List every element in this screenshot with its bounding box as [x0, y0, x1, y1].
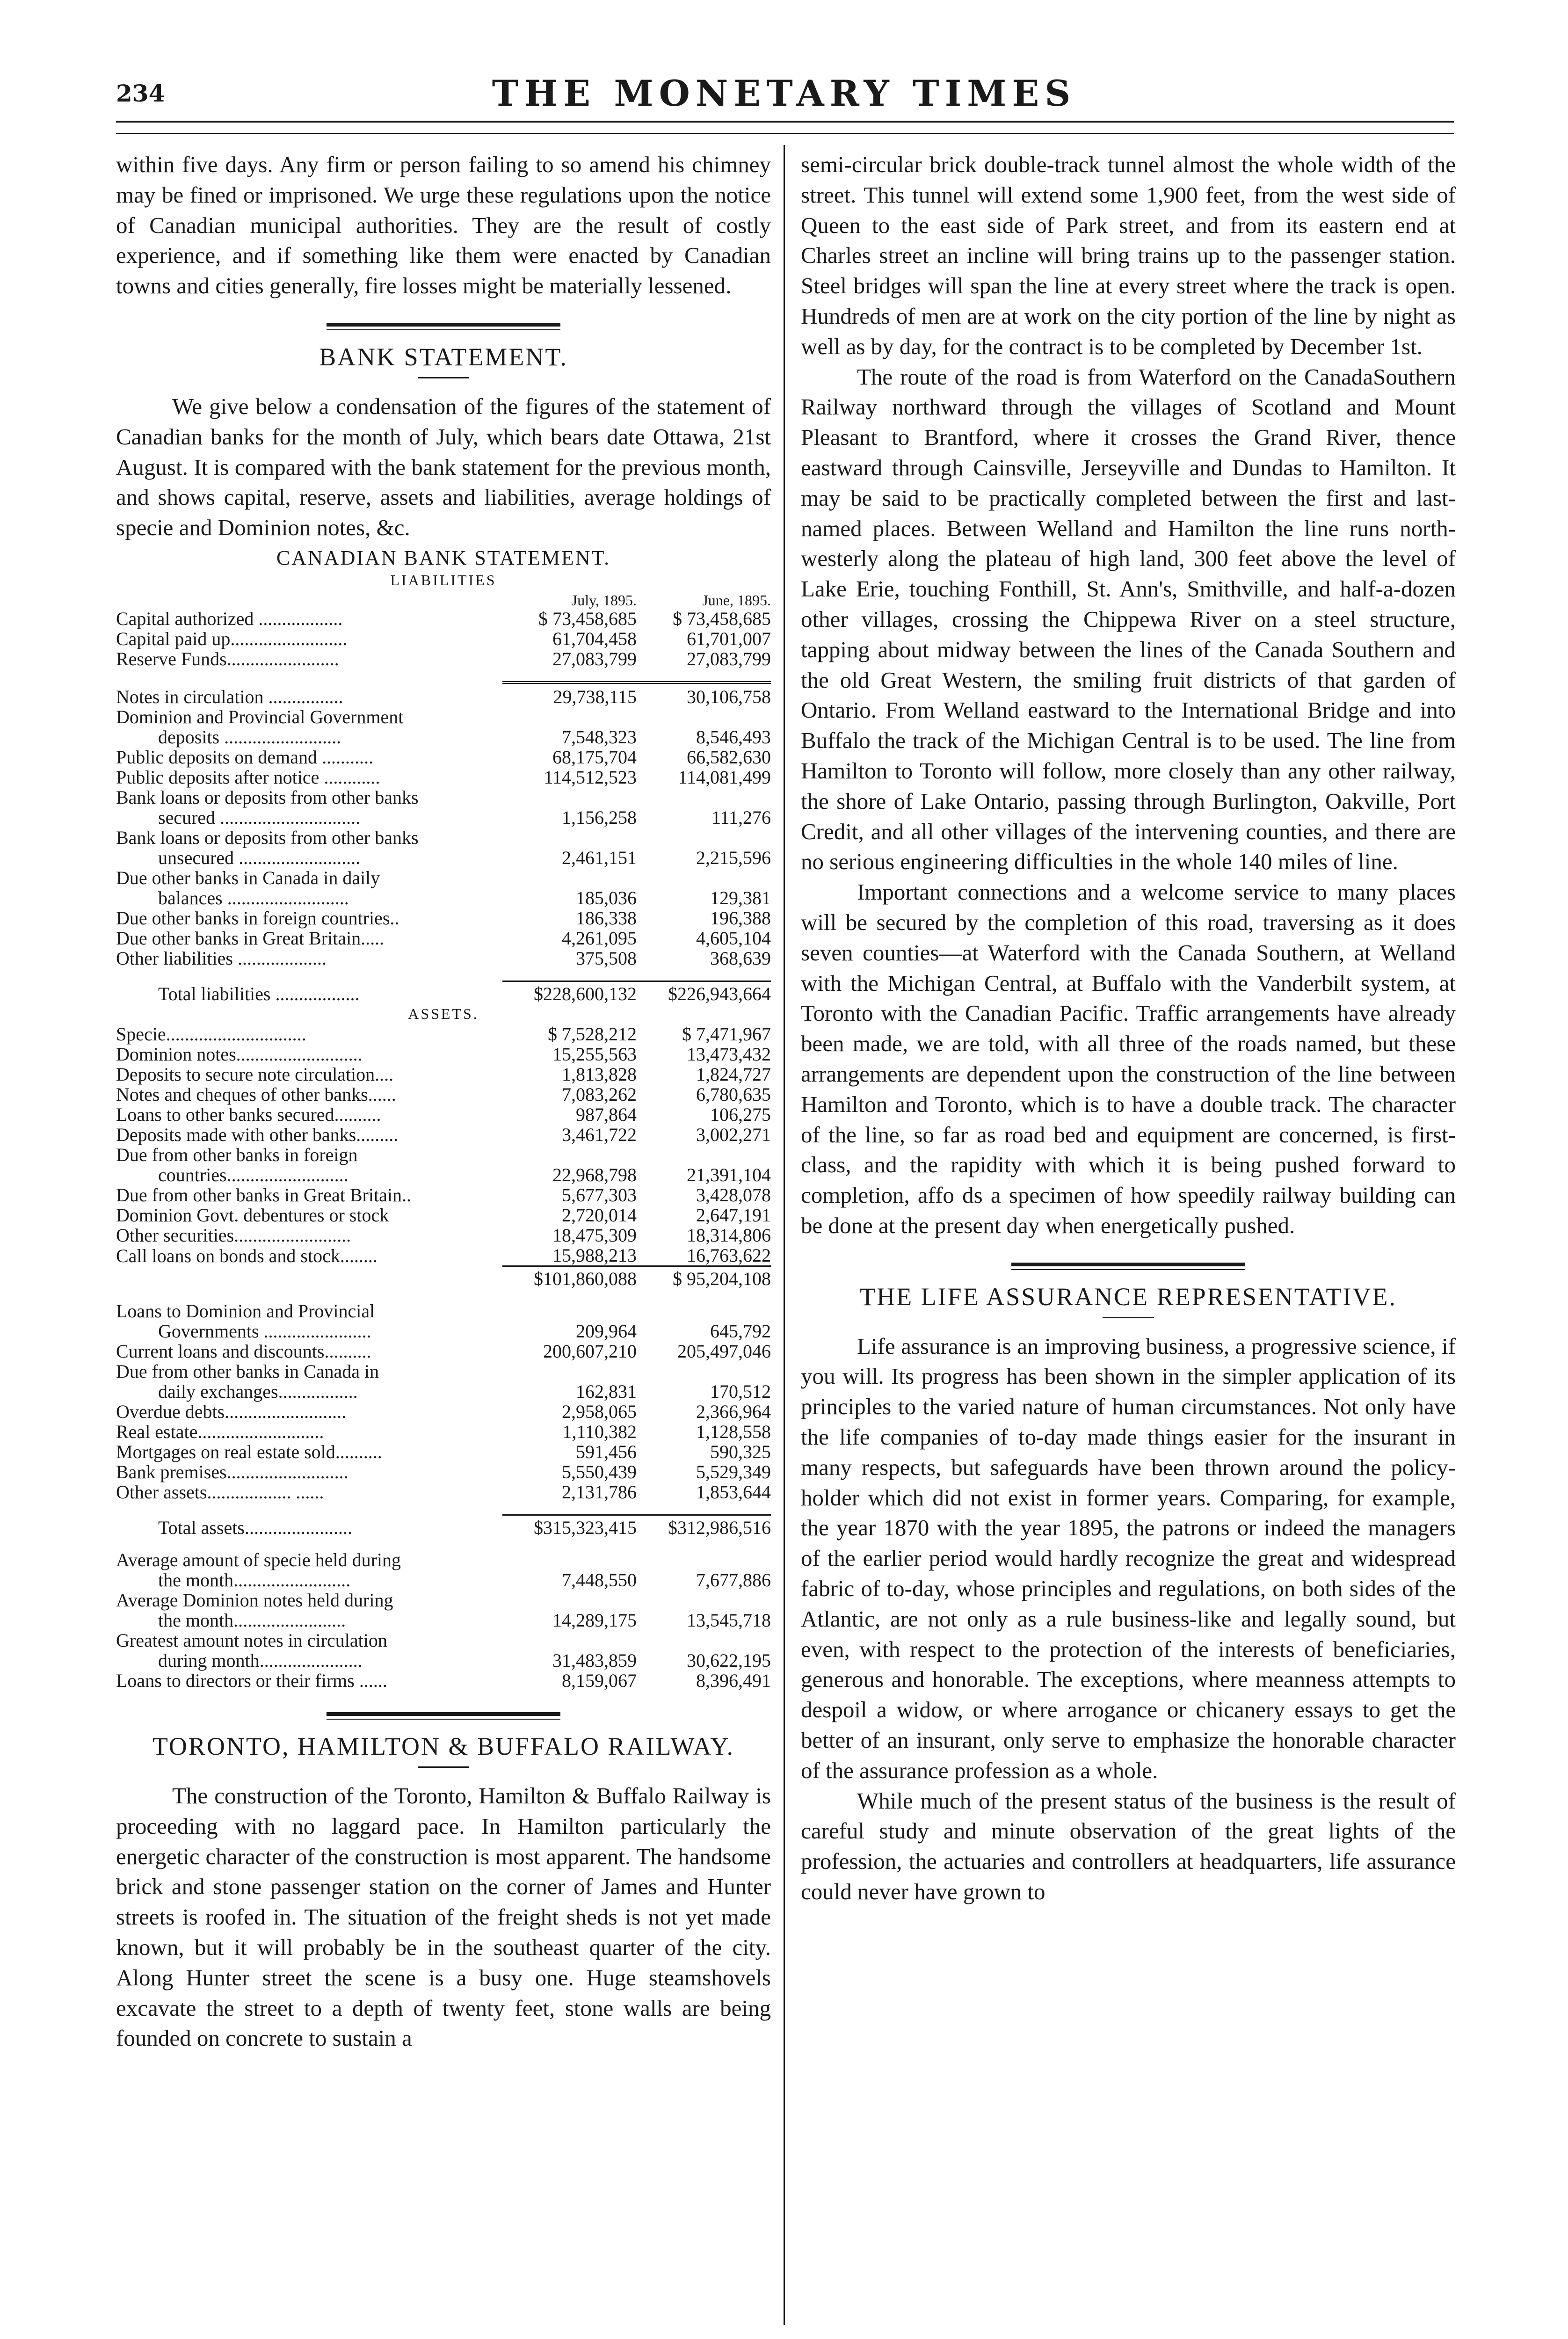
header-rule — [116, 121, 1454, 123]
table-row: Dominion notes........................... 15,255,563 13,473,432 — [116, 1043, 771, 1065]
bank-statement-title: BANK STATEMENT. — [319, 342, 568, 371]
table-row: the month......................... 7,448,550 7,677,886 — [158, 1569, 771, 1591]
table-row: Notes and cheques of other banks...... 7,083,262 6,780,635 — [116, 1083, 771, 1105]
intro-paragraph: within five days. Any firm or person failing to so amend his chimney may be fined or imprisoned. We urge these regulations upon the notice of Canadian municipal authorities. They are the result of costly experience, and if something like them were enacted by Canadian towns and cities generally, fire losses might be materially lessened. — [116, 152, 771, 299]
column-divider — [784, 145, 785, 2325]
table-row: Deposits to secure note circulation.... 1,813,828 1,824,727 — [116, 1063, 771, 1085]
table-row: Due from other banks in Canada in — [116, 1360, 379, 1382]
table-row: Loans to other banks secured.......... 987,864 106,275 — [116, 1104, 771, 1125]
table-row: Due from other banks in Great Britain.. 5,677,303 3,428,078 — [116, 1184, 771, 1206]
section-separator — [116, 323, 771, 330]
column-header-june: June, 1895. — [702, 591, 771, 609]
table-row: Capital authorized .................. $ 73,458,685 $ 73,458,685 — [116, 608, 771, 629]
table-row: Capital paid up......................... 61,704,458 61,701,007 — [116, 628, 771, 649]
table-row: countries.......................... 22,968,798 21,391,104 — [158, 1164, 771, 1185]
table-row: Due other banks in Canada in daily — [116, 867, 380, 888]
connections-paragraph: Important connections and a welcome service to many places will be secured by the completion of this road, traversing as it does seven counties—at Waterford with the Canada Southern, at Welland with the Michigan Central, at Buffalo with the Vanderbilt system, at Toronto with the Canadian Pacific. Traffic arrangements have already been made, we are told, with all three of the roads named, but these arrangements are dependent upon the construction of the line between Hamilton and Toronto, which is to have a double track. The character of the line, so far as road bed and equipment are concerned, is first-class, and the rapidity with which it is being pushed forward to completion, affo ds a specimen of how speedily railway building can be done at the present day when energetically pushed. — [801, 879, 1456, 1238]
table-row: during month...................... 31,483,859 30,622,195 — [158, 1649, 771, 1671]
railway-paragraph: The construction of the Toronto, Hamilton & Buffalo Railway is proceeding with no laggard pace. In Hamilton particularly the energetic character of the construction is most apparent. The handsome brick and stone passenger station on the corner of James and Hunter streets is roofed in. The situation of the freight sheds is not yet made known, but it will probably be in the southeast quarter of the city. Along Hunter street the scene is a busy one. Huge steamshovels excavate the street to a depth of twenty feet, stone walls are being founded on concrete to sustain a — [116, 1782, 771, 2051]
railway-title: TORONTO, HAMILTON & BUFFALO RAILWAY. — [152, 1732, 735, 1760]
table-header-row — [116, 592, 771, 609]
total-assets-row: Total assets....................... $315,323,415 $312,986,516 — [116, 1515, 771, 1538]
table-row: Notes in circulation ................ 29,738,115 30,106,758 — [116, 683, 771, 707]
bank-statement-table — [116, 592, 771, 1691]
section-separator — [801, 1263, 1456, 1270]
table-row: Average Dominion notes held during — [116, 1589, 393, 1611]
title-rule — [1103, 1317, 1154, 1318]
page-number: 234 — [116, 80, 165, 107]
left-column — [116, 150, 771, 2054]
assets-subtotal-row: $101,860,088 $ 95,204,108 — [116, 1266, 771, 1289]
railway-continued-paragraph: semi-circular brick double-track tunnel almost the whole width of the street. This tunnel will extend some 1,900 feet, from the west side of Queen to the east side of Park street, and from its eastern end at Charles street an incline will bring trains up to the passenger station. Steel bridges will span the line at every street where the track is open. Hundreds of men are at work on the city portion of the line by night as well as by day, for the contract is to be completed by December 1st. — [801, 152, 1456, 359]
table-row: Bank premises.......................... 5,550,439 5,529,349 — [116, 1461, 771, 1482]
table-row: Other assets.................. ...... 2,131,786 1,853,644 — [116, 1481, 771, 1503]
table-row: Average amount of specie held during — [116, 1549, 401, 1570]
table-row: Real estate........................... 1,110,382 1,128,558 — [116, 1421, 771, 1442]
table-row: Due other banks in foreign countries.. 186,338 196,388 — [116, 907, 771, 929]
title-rule — [418, 377, 469, 378]
table-row: Public deposits on demand ........... 68,175,704 66,582,630 — [116, 746, 771, 768]
table-row: Overdue debts.......................... 2,958,065 2,366,964 — [116, 1401, 771, 1422]
section-separator — [116, 1712, 771, 1720]
table-row: Dominion Govt. debentures or stock 2,720,014 2,647,191 — [116, 1204, 771, 1226]
table-row: Specie.............................. $ 7,528,212 $ 7,471,967 — [116, 1023, 771, 1045]
table-row: unsecured .......................... 2,461,151 2,215,596 — [158, 847, 771, 868]
table-row: Bank loans or deposits from other banks — [116, 827, 419, 848]
total-liabilities-row: Total liabilities .................. $228,600,132 $226,943,664 — [116, 981, 771, 1004]
table-row: balances .......................... 185,036 129,381 — [158, 887, 771, 908]
table-row: Mortgages on real estate sold.......... 591,456 590,325 — [116, 1441, 771, 1462]
life-assurance-title: THE LIFE ASSURANCE REPRESENTATIVE. — [860, 1282, 1397, 1311]
table-row: the month........................ 14,289,175 13,545,718 — [158, 1609, 771, 1631]
masthead: THE MONETARY TIMES — [492, 73, 1076, 114]
column-header-july: July, 1895. — [571, 591, 637, 609]
table-row: daily exchanges................. 162,831 170,512 — [158, 1380, 771, 1402]
table-row: Loans to directors or their firms ...... 8,159,067 8,396,491 — [116, 1670, 771, 1691]
table-row: Dominion and Provincial Government — [116, 706, 404, 727]
life-assurance-paragraph-2: While much of the present status of the business is the result of careful study and minute observation of the great lights of the profession, the actuaries and controllers at headquarters, life assurance could never have grown to — [801, 1787, 1456, 1905]
table-row: Due from other banks in foreign — [116, 1144, 358, 1165]
table-row: Call loans on bonds and stock........ 15,988,213 16,763,622 — [116, 1244, 771, 1267]
table-row: Other securities......................... 18,475,309 18,314,806 — [116, 1224, 771, 1246]
table-row: Deposits made with other banks......... 3,461,722 3,002,271 — [116, 1124, 771, 1145]
assets-heading: ASSETS. — [408, 1005, 479, 1022]
table-row: Current loans and discounts.......... 200,607,210 205,497,046 — [116, 1340, 771, 1362]
route-paragraph: The route of the road is from Waterford on the CanadaSouthern Railway northward through the villages of Scotland and Mount Pleasant to Brantford, where it crosses the Grand River, thence eastward through Cainsville, Jerseyville and Dundas to Hamilton. It may be said to be practically completed between the first and last-named places. Between Welland and Hamilton the line runs north-westerly along the plateau of high land, 300 feet above the level of Lake Erie, touching Fonthill, St. Ann's, Smithville, and half-a-dozen other villages, crossing the Chippewa River on a steel structure, tapping about midway between the lines of the Canada Southern and the old Great Western, the smiling fruit districts of that garden of Ontario. From Welland eastward to the International Bridge and into Buffalo the track of the Michigan Central is to be used. The line from Hamilton to Toronto will follow, more closely than any other railway, the shore of Lake Ontario, passing through Burlington, Oakville, Port Credit, and all other villages of the intervening counties, and there are no serious engineering difficulties in the whole 140 miles of line. — [801, 363, 1456, 875]
liabilities-heading: LIABILITIES — [390, 571, 497, 588]
title-rule — [418, 1766, 469, 1768]
right-column — [801, 150, 1456, 1907]
life-assurance-paragraph: Life assurance is an improving business, a progressive science, if you will. Its progress has been shown in the simpler application of its principles to the varied nature of human circumstances. Not only have the life companies of to-day made things easier for the insurant in many respects, but safeguards have been thrown around the policy-holder which did not exist in former years. Comparing, for example, the year 1870 with the year 1895, the patrons or indeed the managers of the earlier period would hardly recognize the great and widespread fabric of to-day, whose principles and regulations, on both sides of the Atlantic, are not only as a rule business-like and legally sound, but even, with respect to the protection of the interests of beneficiaries, generous and honorable. The exceptions, where meanness attempts to despoil a widow, or where arrogance or chicanery essays to get the better of an insurant, only serve to emphasize the honorable character of the assurance profession as a whole. — [801, 1333, 1456, 1783]
table-row: Due other banks in Great Britain..... 4,261,095 4,605,104 — [116, 927, 771, 949]
table-row: Greatest amount notes in circulation — [116, 1629, 387, 1651]
table-row: deposits ......................... 7,548,323 8,546,493 — [158, 726, 771, 748]
table-row: Governments ....................... 209,964 645,792 — [158, 1320, 771, 1342]
bank-table-title: CANADIAN BANK STATEMENT. — [276, 546, 611, 569]
table-row: Reserve Funds........................ 27,083,799 27,083,799 — [116, 648, 771, 669]
assets-heading-row — [116, 1004, 771, 1024]
table-row: Loans to Dominion and Provincial — [116, 1300, 375, 1322]
table-row: Bank loans or deposits from other banks — [116, 786, 419, 808]
table-row: secured .............................. 1,156,258 111,276 — [158, 806, 771, 828]
bank-statement-paragraph: We give below a condensation of the figures of the statement of Canadian banks for the month of July, which bears date Ottawa, 21st August. It is compared with the bank statement for the previous month, and shows capital, reserve, assets and liabilities, average holdings of specie and Dominion notes, &c. — [116, 393, 771, 541]
table-row: Public deposits after notice ............ 114,512,523 114,081,499 — [116, 766, 771, 788]
header-rule-thin — [116, 133, 1454, 134]
table-row: Other liabilities ................... 375,508 368,639 — [116, 947, 771, 969]
